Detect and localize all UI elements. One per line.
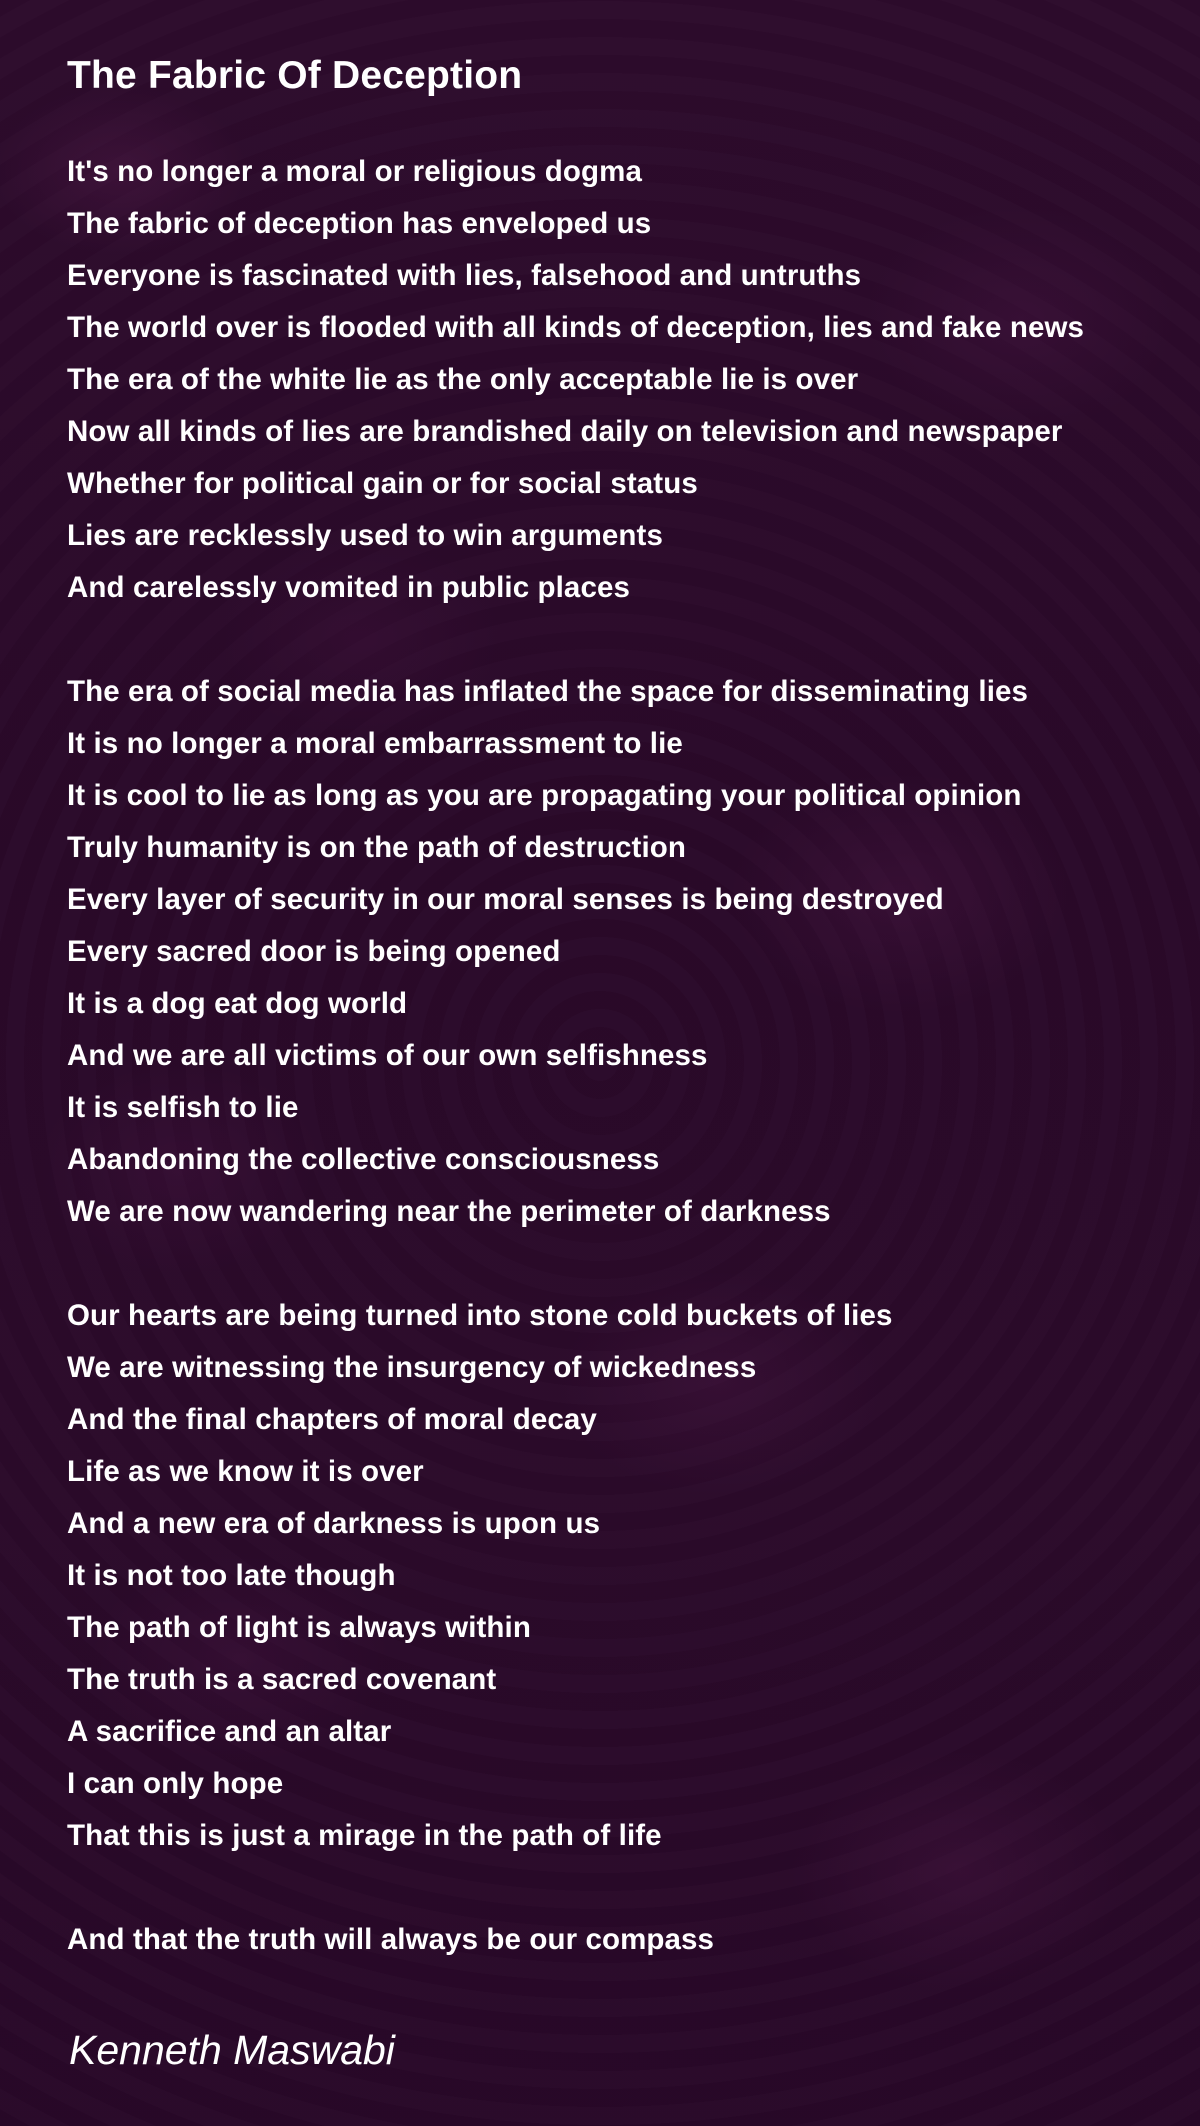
poem-line: Lies are recklessly used to win arguments	[67, 519, 663, 552]
poem-line: The truth is a sacred covenant	[67, 1663, 497, 1696]
stanza-4	[67, 1914, 1187, 1966]
poem-line: Truly humanity is on the path of destruction	[67, 831, 687, 864]
poem-line: The fabric of deception has enveloped us	[67, 207, 652, 240]
poem-line: We are witnessing the insurgency of wickedness	[67, 1351, 757, 1384]
poem-line: And that the truth will always be our compass	[67, 1923, 715, 1956]
poem-line: It is a dog eat dog world	[67, 987, 408, 1020]
poem-author: Kenneth Maswabi	[69, 2027, 395, 2073]
poem-line: It is no longer a moral embarrassment to lie	[67, 727, 683, 760]
poem-line: And a new era of darkness is upon us	[67, 1507, 601, 1540]
poem-line: And carelessly vomited in public places	[67, 571, 630, 604]
poem-line: Abandoning the collective consciousness	[67, 1143, 660, 1176]
poem-container	[67, 48, 1187, 2018]
poem-line: The era of the white lie as the only acceptable lie is over	[67, 363, 859, 396]
poem-line: Every sacred door is being opened	[67, 935, 561, 968]
poem-line: That this is just a mirage in the path of life	[67, 1819, 662, 1852]
poem-line: Now all kinds of lies are brandished daily on television and newspaper	[67, 415, 1063, 448]
poem-line: It's no longer a moral or religious dogma	[67, 155, 642, 188]
poem-line: The era of social media has inflated the space for disseminating lies	[67, 675, 1029, 708]
poem-line: A sacrifice and an altar	[67, 1715, 392, 1748]
poem-line: And we are all victims of our own selfishness	[67, 1039, 708, 1072]
poem-line: And the final chapters of moral decay	[67, 1403, 597, 1436]
poem-line: I can only hope	[67, 1767, 284, 1800]
poem-line: The path of light is always within	[67, 1611, 531, 1644]
poem-line: Everyone is fascinated with lies, falsehood and untruths	[67, 259, 862, 292]
poem-line: Our hearts are being turned into stone cold buckets of lies	[67, 1299, 893, 1332]
poem-line: It is selfish to lie	[67, 1091, 299, 1124]
poem-line: The world over is flooded with all kinds of deception, lies and fake news	[67, 311, 1085, 344]
poem-line: It is cool to lie as long as you are propagating your political opinion	[67, 779, 1022, 812]
stanza-1	[67, 146, 1187, 614]
stanza-2	[67, 666, 1187, 1238]
poem-line: We are now wandering near the perimeter of darkness	[67, 1195, 831, 1228]
stanza-3	[67, 1290, 1187, 1862]
poem-line: Whether for political gain or for social status	[67, 467, 698, 500]
poem-line: It is not too late though	[67, 1559, 396, 1592]
poem-line: Life as we know it is over	[67, 1455, 424, 1488]
poem-line: Every layer of security in our moral senses is being destroyed	[67, 883, 944, 916]
poem-title: The Fabric Of Deception	[67, 54, 523, 97]
